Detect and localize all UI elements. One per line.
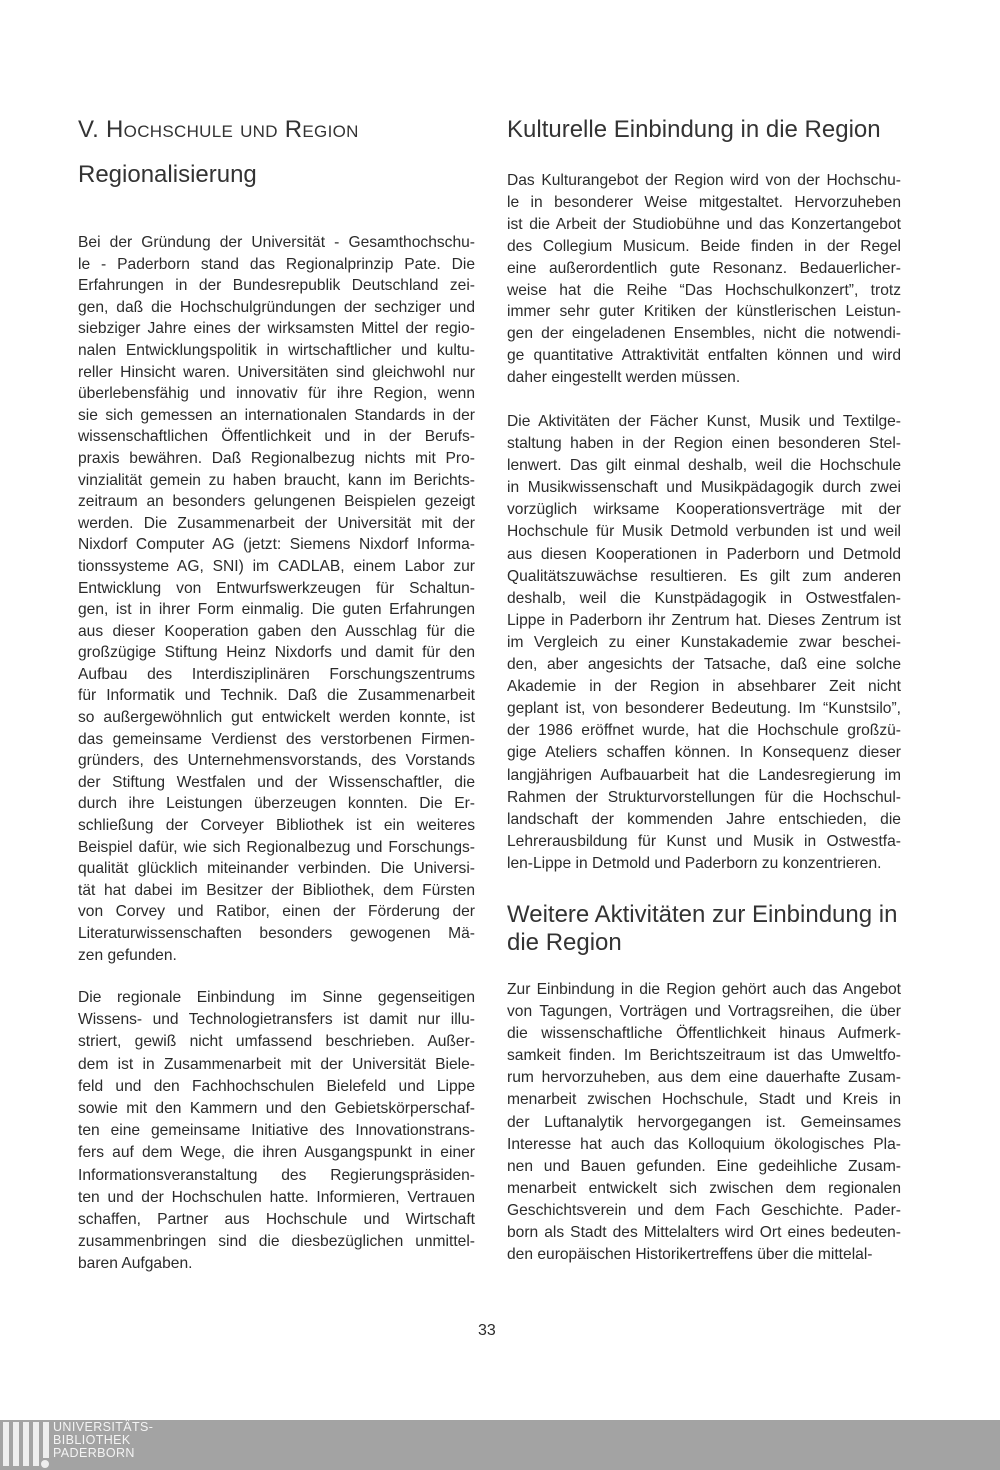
text-line: geplant ist, von besonderer Bedeutung. Im “Kunstsilo”, bbox=[507, 700, 901, 718]
text-line: reller Hinsicht waren. Universitäten sind gleichwohl nur bbox=[78, 363, 475, 381]
text-line: von Corvey und Ratibor, einen der Förderung der bbox=[78, 903, 475, 921]
text-line: der Stiftung Westfalen und der Wissenschaftler, die bbox=[78, 773, 475, 791]
text-line: Beispiel dafür, wie sich Regionalbezug und Forschungs- bbox=[78, 838, 475, 856]
paragraph bbox=[78, 232, 475, 966]
text-line: aus diesen Kooperationen in Paderborn und Detmold bbox=[507, 545, 901, 563]
logo-line: UNIVERSITÄTS- bbox=[53, 1420, 154, 1434]
text-line: rum hervorzuheben, aus dem eine dauerhafte Zusam- bbox=[507, 1069, 901, 1087]
paragraph bbox=[78, 987, 475, 1276]
text-line: praxis bewähren. Daß Regionalbezug nichts mit Pro- bbox=[78, 449, 475, 467]
text-line: le - Paderborn stand das Regionalprinzip Pate. Die bbox=[78, 255, 475, 273]
text-line: deshalb, weil die Kunstpädagogik in Ostwestfalen- bbox=[507, 589, 901, 607]
text-line: menarbeit entwickelt sich zwischen dem regionalen bbox=[507, 1179, 901, 1197]
text-line: Bei der Gründung der Universität - Gesamthochschu- bbox=[78, 234, 475, 251]
text-line: fers auf dem Wege, die ihren Ausgangspunkt in einer bbox=[78, 1144, 475, 1162]
page-number: 33 bbox=[478, 1322, 496, 1339]
text-line: gen der eingeladenen Ensembles, nicht die notwendi- bbox=[507, 325, 901, 343]
text-line: Die regionale Einbindung im Sinne gegenseitigen bbox=[78, 989, 475, 1006]
text-line: Qualitätszuwächse resultieren. Es gilt zum anderen bbox=[507, 567, 901, 585]
text-line: Informationsveranstaltung des Regierungspräsiden- bbox=[78, 1166, 475, 1184]
text-line: Rahmen der Strukturvorstellungen für die Hochschul- bbox=[507, 788, 901, 806]
text-line: schließung der Corveyer Bibliothek ist ein weiteres bbox=[78, 817, 475, 835]
text-line: tät hat dabei im Besitzer der Bibliothek, dem Fürsten bbox=[78, 881, 475, 899]
chapter-title: V. Hochschule und Region bbox=[78, 116, 359, 143]
text-line: sie sich gemessen an internationalen Standards in der bbox=[78, 406, 475, 424]
text-line: aus dieser Kooperation gaben den Ausschlag für die bbox=[78, 622, 475, 640]
text-line: so außergewöhnlich gut entwickelt werden konnte, ist bbox=[78, 709, 475, 727]
text-line: baren Aufgaben. bbox=[78, 1255, 193, 1273]
text-line: Interesse hat auch das Kolloquium ökologisches Pla- bbox=[507, 1135, 901, 1153]
text-line: Aufbau des Interdisziplinären Forschungszentrums bbox=[78, 665, 475, 683]
text-line: vorzüglich wirksame Kooperationsverträge mit der bbox=[507, 501, 901, 519]
library-logo-text bbox=[53, 1421, 153, 1460]
text-line: ist die Arbeit der Studiobühne und das Konzertangebot bbox=[507, 215, 901, 233]
text-line: überlebensfähig und innovativ für ihre Region, wenn bbox=[78, 385, 475, 403]
text-line: im Vergleich zu einer Kunstakademie zwar beschei- bbox=[507, 633, 901, 651]
section-title-kulturelle-einbindung: Kulturelle Einbindung in die Region bbox=[507, 116, 881, 143]
text-line: le in besonderer Weise mitgestaltet. Hervorzuheben bbox=[507, 193, 901, 211]
text-line: lenwert. Das gilt einmal deshalb, weil die Hochschule bbox=[507, 457, 901, 475]
text-line: siebziger Jahre eines der wirksamsten Mittel der regio- bbox=[78, 320, 475, 338]
text-line: Das Kulturangebot der Region wird von der Hochschu- bbox=[507, 172, 901, 189]
paragraph bbox=[507, 979, 901, 1266]
text-line: len-Lippe in Detmold und Paderborn zu konzentrieren. bbox=[507, 854, 882, 872]
text-line: den, aber angesichts der Tatsache, daß eine solche bbox=[507, 656, 901, 674]
text-line: dem ist in Zusammenarbeit mit der Universität Biele- bbox=[78, 1055, 475, 1073]
text-line: großzügige Stiftung Heinz Nixdorfs und damit für den bbox=[78, 644, 475, 662]
text-line: samkeit finden. Im Berichtszeitraum ist das Umweltfo- bbox=[507, 1047, 901, 1065]
text-line: Geschichtsverein und dem Fach Geschichte. Pader- bbox=[507, 1201, 901, 1219]
text-line: ten eine gemeinsame Initiative des Innovationstrans- bbox=[78, 1122, 475, 1140]
text-line: eine außerordentlich gute Resonanz. Bedauerlicher- bbox=[507, 259, 901, 277]
text-line: des Collegium Musicum. Beide finden in der Regel bbox=[507, 237, 901, 255]
text-line: für Informatik und Technik. Daß die Zusammenarbeit bbox=[78, 687, 475, 705]
text-line: nalen Entwicklungspolitik in wirtschaftlicher und kultu- bbox=[78, 341, 475, 359]
text-line: qualität glücklich miteinander verbinden. Die Universi- bbox=[78, 860, 475, 878]
text-line: Zur Einbindung in die Region gehört auch das Angebot bbox=[507, 981, 901, 998]
text-line: nen und Bauen gefunden. Eine gedeihliche Zusam- bbox=[507, 1157, 901, 1175]
text-line: das gemeinsame Verdienst des verstorbenen Firmen- bbox=[78, 730, 475, 748]
text-line: Hochschule für Musik Detmold verbunden ist und weil bbox=[507, 523, 901, 541]
text-line: zusammenbringen sind die diesbezüglichen unmittel- bbox=[78, 1233, 475, 1251]
text-line: Entwicklung von Entwurfswerkzeugen für Schaltun- bbox=[78, 579, 475, 597]
text-line: zen gefunden. bbox=[78, 946, 177, 964]
text-line: gen, ist in ihrer Form einmalig. Die guten Erfahrungen bbox=[78, 601, 475, 619]
text-line: feld und den Fachhochschulen Bielefeld und Lippe bbox=[78, 1077, 475, 1095]
text-line: von Tagungen, Vorträgen und Vortragsreihen, die über bbox=[507, 1003, 901, 1021]
text-line: Literaturwissenschaften besonders gewogenen Mä- bbox=[78, 925, 475, 942]
text-line: daher eingestellt werden müssen. bbox=[507, 369, 741, 387]
text-line: der Luftanalytik hervorgegangen ist. Gemeinsames bbox=[507, 1113, 901, 1131]
footer-library-band bbox=[0, 1420, 1000, 1470]
text-line: schaffen, Partner aus Hochschule und Wirtschaft bbox=[78, 1211, 475, 1229]
section-title-regionalisierung: Regionalisierung bbox=[78, 161, 257, 188]
text-line: Lehrerausbildung für Kunst und Musik in Ostwestfa- bbox=[507, 832, 901, 850]
text-line: der 1986 eröffnet wurde, hat die Hochschule großzü- bbox=[507, 722, 901, 740]
text-line: gen, daß die Hochschulgründungen der sechziger und bbox=[78, 298, 475, 316]
text-line: gründers, des Unternehmensvorstands, des Vorstands bbox=[78, 752, 475, 770]
paragraph bbox=[507, 170, 901, 389]
text-line: sowie mit den Kammern und den Gebietskörperschaf- bbox=[78, 1100, 475, 1118]
text-line: die wissenschaftliche Öffentlichkeit hinaus Aufmerk- bbox=[507, 1025, 901, 1043]
text-line: tionssysteme AG, SNI) im CADLAB, einem Labor zur bbox=[78, 557, 475, 575]
text-line: weise hat die Reihe “Das Hochschulkonzert”, trotz bbox=[507, 281, 901, 299]
text-line: zeitraum an besonders gelungenen Beispielen gezeigt bbox=[78, 493, 475, 511]
text-line: werden. Die Zusammenarbeit der Universität mit der bbox=[78, 514, 475, 532]
text-line: ten und der Hochschulen hatte. Informieren, Vertrauen bbox=[78, 1188, 475, 1206]
text-line: Nixdorf Computer AG (jetzt: Siemens Nixdorf Informa- bbox=[78, 536, 475, 554]
text-line: Lippe in Paderborn ihr Zentrum hat. Dieses Zentrum ist bbox=[507, 611, 901, 629]
text-line: vinzialität gemein zu haben braucht, kann im Berichts- bbox=[78, 471, 475, 489]
text-line: immer sehr guter Kritiken der künstlerischen Leistun- bbox=[507, 303, 901, 321]
text-line: gige Ateliers schaffen können. In Konsequenz dieser bbox=[507, 744, 901, 762]
text-line: Akademie in der Region in absehbarer Zeit nicht bbox=[507, 678, 901, 696]
text-line: landschaft der kommenden Jahre entschieden, die bbox=[507, 810, 901, 828]
paragraph bbox=[507, 411, 901, 875]
text-line: in Musikwissenschaft und Musikpädagogik durch zwei bbox=[507, 479, 901, 497]
text-line: staltung haben in der Region einen besonderen Stel- bbox=[507, 435, 901, 453]
section-title-weitere-aktivitaeten-line2: die Region bbox=[507, 929, 622, 956]
text-line: Wissens- und Technologietransfers ist damit nur illu- bbox=[78, 1011, 475, 1029]
text-line: menarbeit zwischen Hochschule, Stadt und Kreis in bbox=[507, 1091, 901, 1109]
text-line: born als Stadt des Mittelalters wird Ort eines bedeuten- bbox=[507, 1224, 901, 1242]
text-line: durch ihre Leistungen überzeugen konnten. Die Er- bbox=[78, 795, 475, 813]
text-line: langjährigen Aufbauarbeit hat die Landesregierung im bbox=[507, 766, 901, 784]
text-line: ge quantitative Attraktivität entfalten können und wird bbox=[507, 347, 901, 365]
section-title-weitere-aktivitaeten-line1: Weitere Aktivitäten zur Einbindung in bbox=[507, 901, 898, 928]
text-line: Erfahrungen in der Bundesrepublik Deutschland zei- bbox=[78, 277, 475, 295]
text-line: striert, gewiß nicht umfassend beschrieben. Außer- bbox=[78, 1033, 475, 1051]
text-line: wissenschaftlichen Öffentlichkeit und in der Berufs- bbox=[78, 428, 475, 446]
logo-line: BIBLIOTHEK bbox=[53, 1433, 131, 1447]
text-line: Die Aktivitäten der Fächer Kunst, Musik und Textilge- bbox=[507, 413, 901, 430]
text-line: den europäischen Historikertreffens über die mittelal- bbox=[507, 1246, 873, 1264]
logo-line: PADERBORN bbox=[53, 1446, 135, 1460]
